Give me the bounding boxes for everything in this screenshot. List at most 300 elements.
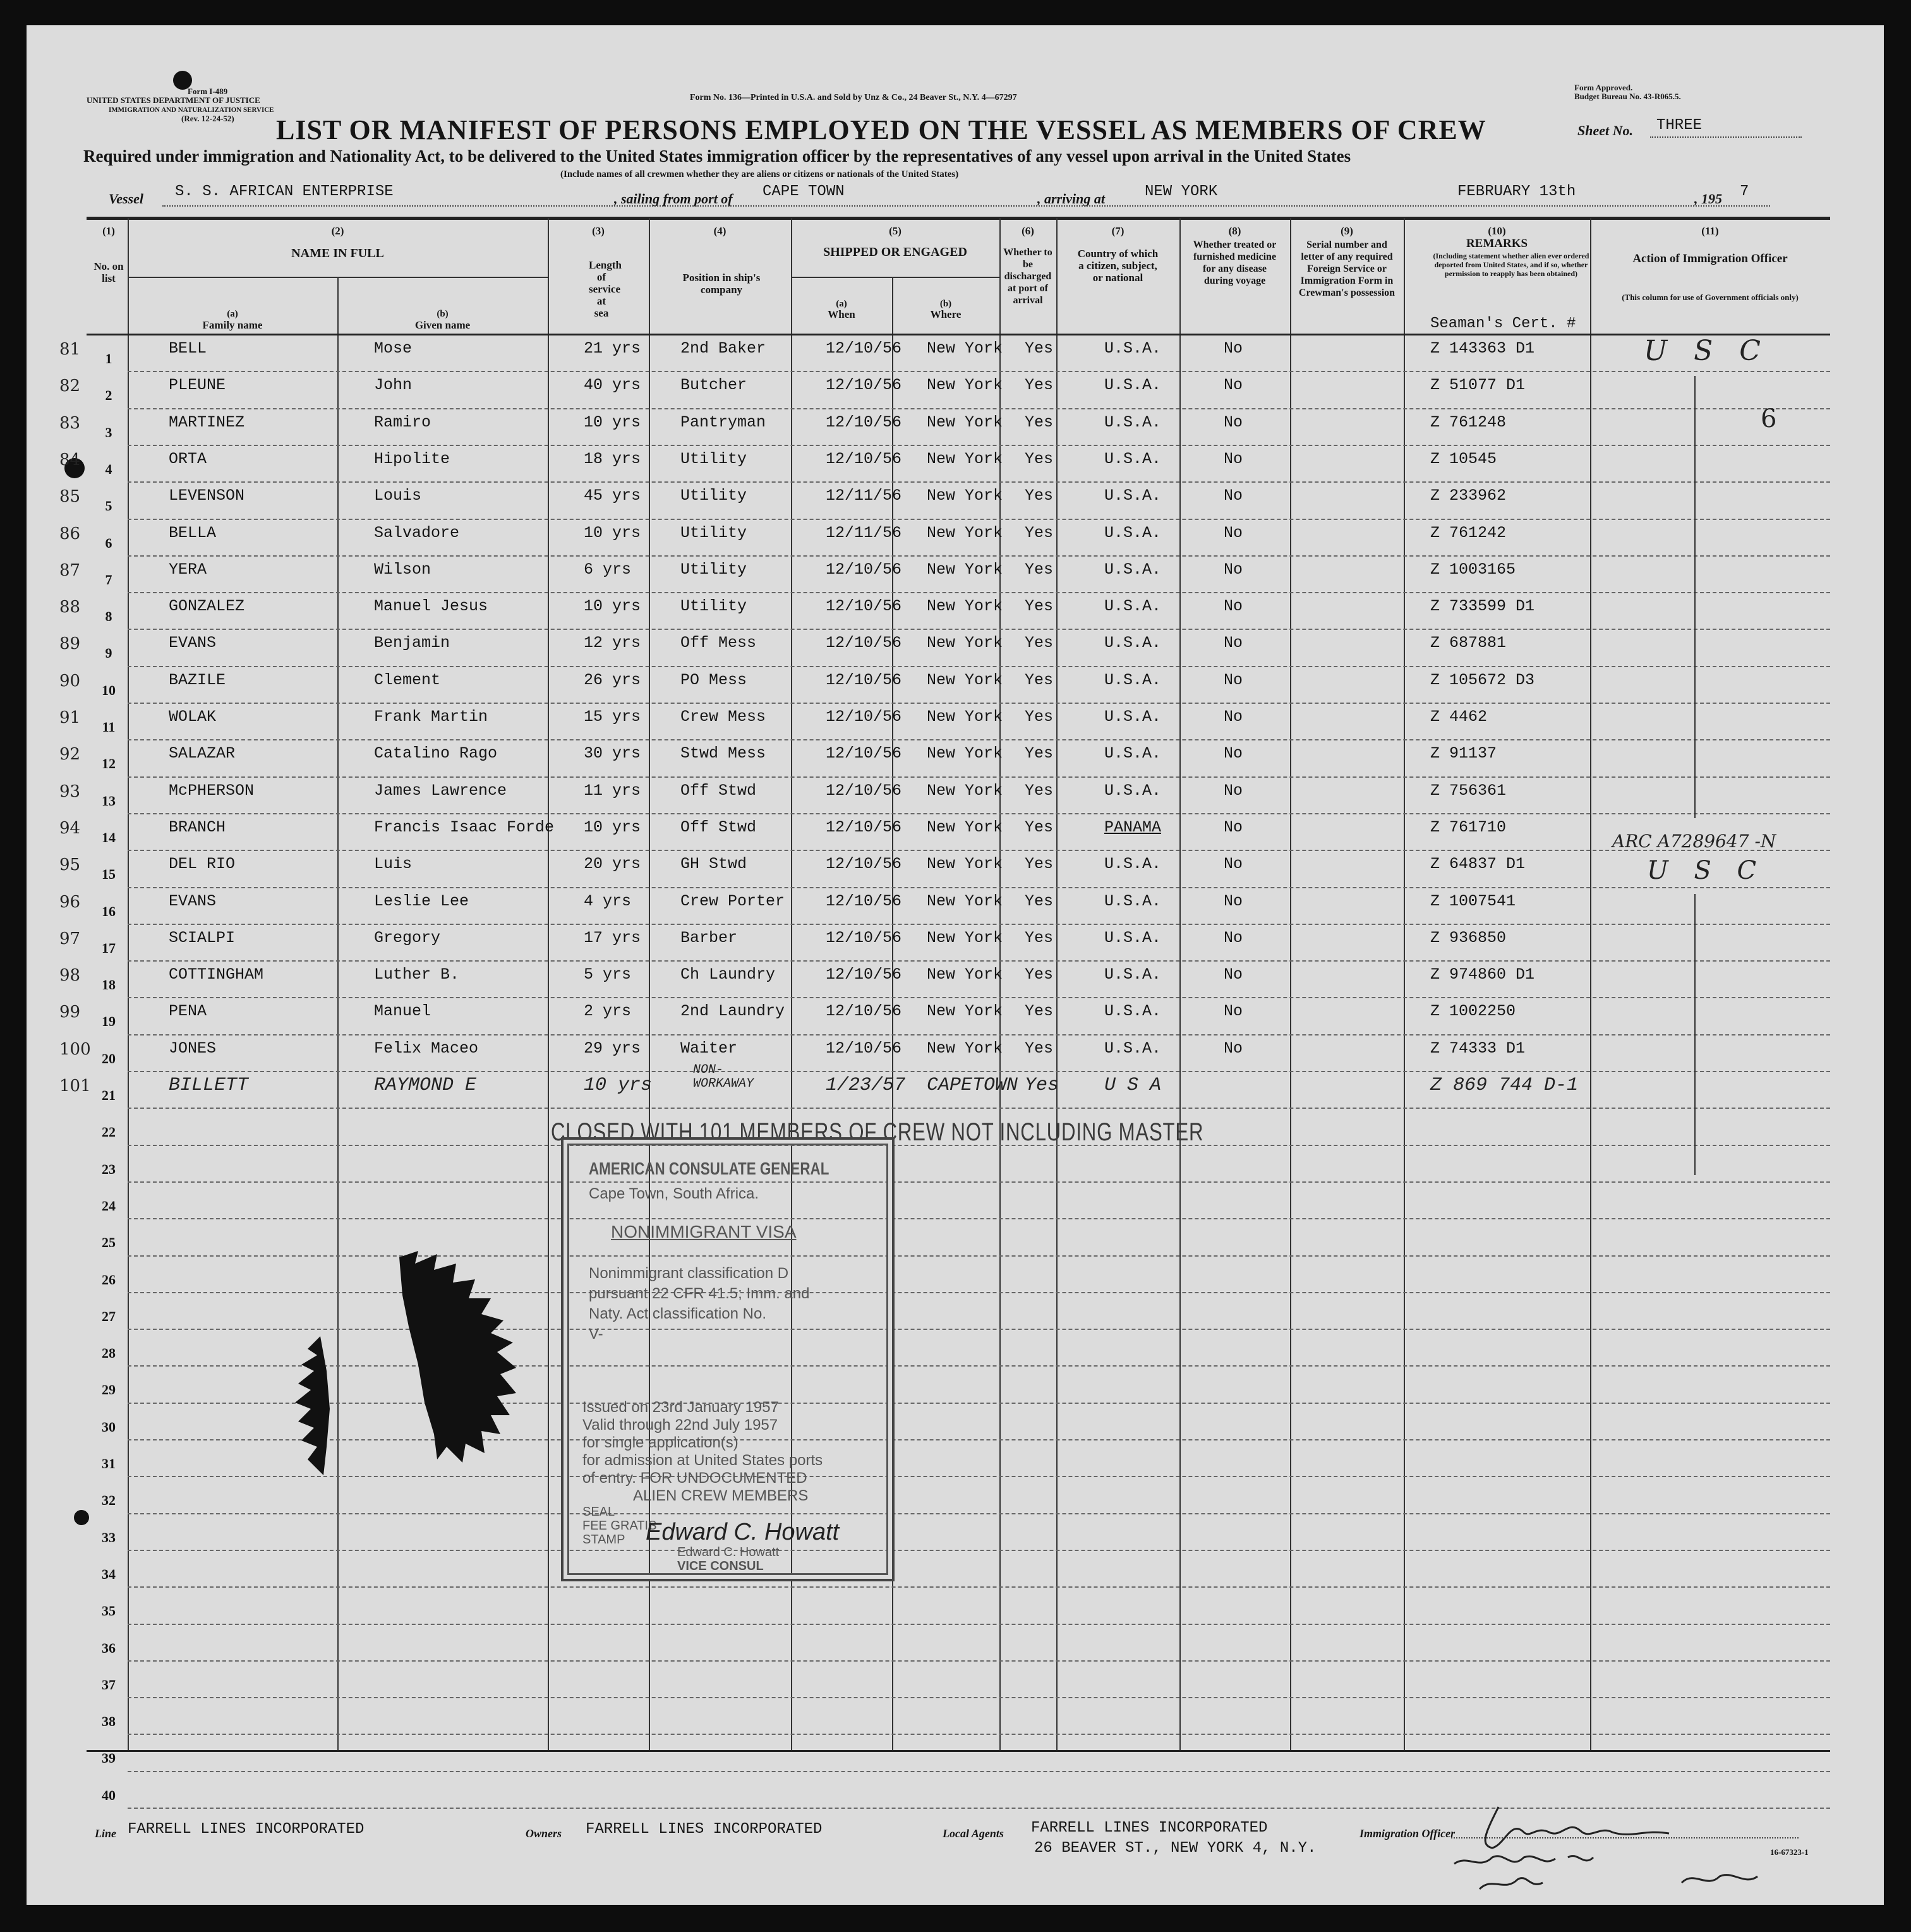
cell-when: 12/11/56	[826, 523, 902, 542]
cell-length: 2 yrs	[584, 1002, 632, 1021]
stamp-valid: Valid through 22nd July 1957	[582, 1416, 778, 1434]
cell-discharged: Yes	[1025, 670, 1054, 689]
stamp-line-naty: Naty. Act classification No.	[589, 1305, 766, 1322]
cell-given-name: Manuel	[374, 1002, 431, 1021]
row-number: 34	[102, 1566, 116, 1582]
cell-given-name: Gregory	[374, 928, 441, 947]
form-id: Form I-489	[188, 87, 228, 96]
margin-count: 91	[59, 708, 81, 727]
row-number: 26	[102, 1271, 116, 1288]
cell-given-name: Luis	[374, 855, 413, 874]
row-rule	[128, 1550, 1830, 1551]
row-rule	[128, 592, 1830, 593]
row-rule	[128, 887, 1830, 888]
row-rule	[128, 666, 1830, 667]
page-title: LIST OR MANIFEST OF PERSONS EMPLOYED ON THE VESSEL AS MEMBERS OF CREW	[276, 114, 1486, 145]
footer-agents-address: 26 BEAVER ST., NEW YORK 4, N.Y.	[1034, 1840, 1317, 1857]
stamp-line-city: Cape Town, South Africa.	[589, 1185, 759, 1202]
margin-count: 90	[59, 671, 81, 691]
cell-when: 12/10/56	[826, 449, 902, 468]
cell-length: 10 yrs	[584, 413, 641, 432]
cell-position: Crew Mess	[680, 708, 766, 726]
stamp-line-v: V-	[589, 1325, 603, 1343]
cell-country: U.S.A.	[1104, 965, 1162, 984]
hdr-country: Country of which a citizen, subject, or national	[1077, 248, 1159, 284]
row-number: 5	[105, 498, 112, 514]
cell-country: U.S.A.	[1104, 670, 1162, 689]
cell-length: 12 yrs	[584, 634, 641, 653]
cell-discharged: Yes	[1025, 818, 1054, 836]
row-number: 8	[105, 608, 112, 625]
margin-count: 88	[59, 598, 81, 617]
cell-seamans-cert: Z 1007541	[1430, 891, 1516, 910]
sheet-line	[1650, 136, 1802, 138]
cell-country: U.S.A.	[1104, 744, 1162, 763]
row-number: 20	[102, 1050, 116, 1066]
cell-seamans-cert: Z 10545	[1430, 449, 1497, 468]
row-rule	[128, 1513, 1830, 1514]
cell-family-name: BELLA	[169, 523, 217, 542]
cell-medicine: No	[1224, 413, 1243, 432]
usc-bracket-2	[1694, 894, 1696, 1175]
cell-seamans-cert: Z 64837 D1	[1430, 855, 1526, 874]
row-number: 31	[102, 1456, 116, 1471]
cell-given-name: Ramiro	[374, 413, 431, 432]
cell-position: Waiter	[680, 1039, 738, 1058]
vessel-label: Vessel	[109, 191, 143, 207]
row-rule	[128, 629, 1830, 630]
cell-discharged: Yes	[1025, 376, 1054, 395]
usc-bracket-1	[1694, 376, 1696, 818]
cell-family-name: JONES	[169, 1039, 217, 1058]
margin-count: 83	[59, 413, 81, 433]
cell-position: Butcher	[680, 376, 747, 395]
stamp-admission: for admission at United States ports	[582, 1452, 823, 1469]
cell-discharged: Yes	[1025, 855, 1054, 874]
row-number: 13	[102, 792, 116, 809]
col-num-3: (3)	[592, 225, 605, 237]
cell-given-name: Mose	[374, 339, 413, 358]
cell-country: U S A	[1104, 1075, 1162, 1096]
table-bottom-rule	[87, 1750, 1830, 1752]
cell-position: Utility	[680, 560, 747, 579]
cell-medicine: No	[1224, 928, 1243, 947]
arriving-value: NEW YORK	[1145, 183, 1218, 200]
cell-country: PANAMA	[1104, 818, 1162, 836]
row-number: 4	[105, 461, 112, 477]
cell-family-name: BAZILE	[169, 670, 226, 689]
footer-line-value: FARRELL LINES INCORPORATED	[128, 1821, 365, 1838]
cell-where: New York	[927, 891, 1003, 910]
row-number: 35	[102, 1603, 116, 1619]
cell-where: New York	[927, 339, 1003, 358]
hdr-given-sub: (b)	[437, 309, 449, 319]
cell-seamans-cert: Z 687881	[1430, 634, 1507, 653]
row-number: 7	[105, 571, 112, 588]
cell-length: 6 yrs	[584, 560, 632, 579]
cell-family-name: SCIALPI	[169, 928, 236, 947]
cell-given-name: Wilson	[374, 560, 431, 579]
stamp-for: for single application(s)	[582, 1434, 738, 1451]
cell-when: 12/10/56	[826, 339, 902, 358]
row-number: 18	[102, 977, 116, 993]
cell-seamans-cert: Z 233962	[1430, 486, 1507, 505]
cell-discharged: Yes	[1025, 449, 1054, 468]
cell-given-name: Salvadore	[374, 523, 460, 542]
cell-where: New York	[927, 670, 1003, 689]
margin-count: 84	[59, 450, 81, 469]
row-rule	[128, 1624, 1830, 1625]
row-number: 24	[102, 1197, 116, 1214]
cell-discharged: Yes	[1025, 560, 1054, 579]
closed-with-stamp: CLOSED WITH 101 MEMBERS OF CREW NOT INCLUDING MASTER	[551, 1118, 1204, 1146]
stamp-seal: SEAL	[582, 1505, 615, 1519]
cell-when: 12/10/56	[826, 560, 902, 579]
dept-name: UNITED STATES DEPARTMENT OF JUSTICE	[87, 95, 260, 105]
cell-discharged: Yes	[1025, 781, 1054, 800]
cell-given-name: Felix Maceo	[374, 1039, 479, 1058]
cell-given-name: Francis Isaac Forde	[374, 818, 555, 836]
footer-owners-value: FARRELL LINES INCORPORATED	[586, 1821, 823, 1838]
cell-length: 10 yrs	[584, 597, 641, 616]
footer-owners-label: Owners	[526, 1827, 562, 1840]
stamp-fee: FEE GRATIS	[582, 1519, 657, 1533]
cell-where: New York	[927, 965, 1003, 984]
manifest-sheet	[27, 25, 1884, 1905]
col-num-6: (6)	[1022, 225, 1034, 237]
cell-family-name: EVANS	[169, 634, 217, 653]
cell-length: 10 yrs	[584, 523, 641, 542]
cell-medicine: No	[1224, 339, 1243, 358]
row-number: 21	[102, 1087, 116, 1103]
row-number: 33	[102, 1529, 116, 1545]
row-number: 9	[105, 645, 112, 661]
cell-seamans-cert: Z 4462	[1430, 708, 1488, 726]
stamp-issued: Issued on 23rd January 1957	[582, 1399, 779, 1416]
cell-discharged: Yes	[1025, 486, 1054, 505]
cell-where: New York	[927, 634, 1003, 653]
cell-position: PO Mess	[680, 670, 747, 689]
cell-given-name: Leslie Lee	[374, 891, 469, 910]
cell-length: 5 yrs	[584, 965, 632, 984]
cell-medicine: No	[1224, 818, 1243, 836]
cell-position: Off Mess	[680, 634, 757, 653]
hdr-position: Position in ship's company	[682, 272, 761, 296]
cell-family-name: COTTINGHAM	[169, 965, 264, 984]
margin-count: 87	[59, 560, 81, 580]
stamp-line-consulate: AMERICAN CONSULATE GENERAL	[589, 1159, 829, 1178]
row-number: 29	[102, 1382, 116, 1398]
hdr-remarks: REMARKS	[1466, 237, 1528, 250]
cell-country: U.S.A.	[1104, 413, 1162, 432]
margin-count: 100	[59, 1039, 91, 1059]
row-rule	[128, 997, 1830, 998]
cell-family-name: SALAZAR	[169, 744, 236, 763]
row-rule	[128, 1218, 1830, 1219]
cell-seamans-cert: Z 756361	[1430, 781, 1507, 800]
cell-length: 4 yrs	[584, 891, 632, 910]
cell-country: U.S.A.	[1104, 891, 1162, 910]
cell-discharged: Yes	[1025, 413, 1054, 432]
row-rule	[128, 1771, 1830, 1772]
margin-count: 89	[59, 634, 81, 654]
hdr-given: Given name	[414, 319, 471, 331]
margin-count: 93	[59, 782, 81, 801]
cell-length: 30 yrs	[584, 744, 641, 763]
vessel-value: S. S. AFRICAN ENTERPRISE	[175, 183, 394, 200]
cell-medicine: No	[1224, 708, 1243, 726]
cell-country: U.S.A.	[1104, 376, 1162, 395]
footer-line-label: Line	[95, 1827, 116, 1840]
vessel-underline	[162, 205, 1770, 207]
cell-country: U.S.A.	[1104, 928, 1162, 947]
hdr-when-sub: (a)	[836, 299, 847, 309]
stamp-stamp: STAMP	[582, 1533, 625, 1547]
cell-position: Utility	[680, 486, 747, 505]
cell-when: 12/10/56	[826, 744, 902, 763]
row-rule	[128, 481, 1830, 483]
cell-family-name: McPHERSON	[169, 781, 255, 800]
cell-given-name: Clement	[374, 670, 441, 689]
row-number: 3	[105, 424, 112, 440]
cell-length: 45 yrs	[584, 486, 641, 505]
name-header-rule	[128, 277, 548, 278]
row-number: 6	[105, 534, 112, 551]
stamp-consul-name: Edward C. Howatt	[677, 1545, 780, 1559]
margin-count: 95	[59, 855, 81, 875]
margin-count: 86	[59, 524, 81, 543]
row-rule	[128, 739, 1830, 740]
cell-discharged: Yes	[1025, 1039, 1054, 1058]
cell-family-name: PENA	[169, 1002, 207, 1021]
cell-position: Ch Laundry	[680, 965, 776, 984]
row-rule	[128, 1734, 1830, 1735]
cell-where: New York	[927, 818, 1003, 836]
row-rule	[128, 776, 1830, 778]
cell-family-name: ORTA	[169, 449, 207, 468]
row-number: 11	[102, 719, 116, 735]
cell-position: Barber	[680, 928, 738, 947]
cell-when: 12/11/56	[826, 486, 902, 505]
cell-family-name: YERA	[169, 560, 207, 579]
row-rule	[128, 1660, 1830, 1662]
cell-when: 12/10/56	[826, 413, 902, 432]
cell-medicine: No	[1224, 560, 1243, 579]
cell-medicine: No	[1224, 523, 1243, 542]
cell-medicine: No	[1224, 744, 1243, 763]
cell-when: 12/10/56	[826, 965, 902, 984]
margin-count: 94	[59, 818, 81, 838]
stamp-line-visa: NONIMMIGRANT VISA	[611, 1222, 797, 1241]
cell-family-name: DEL RIO	[169, 855, 236, 874]
col-num-7: (7)	[1111, 225, 1124, 237]
sheet-value: THREE	[1656, 117, 1703, 134]
row-rule	[128, 555, 1830, 557]
row-number: 27	[102, 1308, 116, 1324]
cell-when: 12/10/56	[826, 670, 902, 689]
hdr-where: Where	[930, 308, 962, 320]
hdr-length: Length of service at sea	[589, 259, 622, 319]
row-number: 40	[102, 1787, 116, 1803]
cell-family-name: BELL	[169, 339, 207, 358]
cell-family-name: PLEUNE	[169, 376, 226, 395]
stamp-entry: of entry. FOR UNDOCUMENTED	[582, 1470, 807, 1487]
cell-when: 12/10/56	[826, 891, 902, 910]
cell-length: 18 yrs	[584, 449, 641, 468]
cell-discharged: Yes	[1025, 597, 1054, 616]
cell-position: Stwd Mess	[680, 744, 766, 763]
cell-country: U.S.A.	[1104, 708, 1162, 726]
cell-family-name: EVANS	[169, 891, 217, 910]
row-number: 15	[102, 866, 116, 883]
margin-count: 81	[59, 340, 81, 359]
col-num-4: (4)	[713, 225, 726, 237]
cell-family-name: MARTINEZ	[169, 413, 245, 432]
cell-given-name: John	[374, 376, 413, 395]
margin-count: 82	[59, 377, 81, 396]
row-number: 36	[102, 1639, 116, 1656]
cell-given-name: Catalino Rago	[374, 744, 498, 763]
form-rev: (Rev. 12-24-52)	[181, 114, 234, 123]
cell-seamans-cert: Z 143363 D1	[1430, 339, 1535, 358]
hdr-discharged: Whether to be discharged at port of arrival	[1003, 247, 1052, 306]
col-num-2: (2)	[331, 225, 344, 237]
cell-where: New York	[927, 708, 1003, 726]
cell-when: 12/10/56	[826, 708, 902, 726]
sailing-label: , sailing from port of	[614, 191, 733, 207]
row-number: 1	[105, 351, 112, 366]
cell-where: New York	[927, 560, 1003, 579]
cell-when: 12/10/56	[826, 1002, 902, 1021]
usc-annotation-2: U S C	[1647, 856, 1766, 885]
stamp-vice-consul: VICE CONSUL	[677, 1559, 764, 1573]
cell-when: 12/10/56	[826, 634, 902, 653]
cell-medicine: No	[1224, 891, 1243, 910]
row-rule	[128, 445, 1830, 446]
year-value: 7	[1740, 183, 1749, 200]
row-rule	[128, 408, 1830, 409]
cell-length: 21 yrs	[584, 339, 641, 358]
cell-seamans-cert: Z 761710	[1430, 818, 1507, 836]
cell-family-name: BRANCH	[169, 818, 226, 836]
sailing-value: CAPE TOWN	[763, 183, 845, 200]
cell-family-name: WOLAK	[169, 708, 217, 726]
cell-seamans-cert: Z 761242	[1430, 523, 1507, 542]
cell-discharged: Yes	[1025, 744, 1054, 763]
date-value: FEBRUARY 13th	[1457, 183, 1576, 200]
cell-position: Pantryman	[680, 413, 766, 432]
cell-country: U.S.A.	[1104, 449, 1162, 468]
cell-where: New York	[927, 781, 1003, 800]
year-prefix: , 195	[1694, 191, 1722, 207]
cell-given-name: Hipolite	[374, 449, 450, 468]
cell-length: 10 yrs	[584, 1075, 653, 1096]
cell-where: New York	[927, 928, 1003, 947]
cell-discharged: Yes	[1025, 1075, 1059, 1096]
cell-length: 20 yrs	[584, 855, 641, 874]
cell-position: Crew Porter	[680, 891, 785, 910]
cell-where: New York	[927, 1039, 1003, 1058]
cell-seamans-cert: Z 869 744 D-1	[1430, 1075, 1579, 1096]
cell-medicine: No	[1224, 597, 1243, 616]
hdr-when: When	[828, 308, 855, 320]
margin-count: 101	[59, 1077, 91, 1096]
col-num-11: (11)	[1701, 225, 1719, 237]
consulate-visa-stamp	[561, 1137, 895, 1581]
cell-length: 11 yrs	[584, 781, 641, 800]
cell-discharged: Yes	[1025, 523, 1054, 542]
arriving-label: , arriving at	[1037, 191, 1105, 207]
cell-seamans-cert: Z 1002250	[1430, 1002, 1516, 1021]
hdr-family-sub: (a)	[227, 309, 238, 319]
cell-country: U.S.A.	[1104, 339, 1162, 358]
stamp-line-classification: Nonimmigrant classification D	[589, 1265, 789, 1282]
hdr-where-sub: (b)	[939, 299, 952, 309]
footer-agents-label: Local Agents	[943, 1827, 1004, 1840]
cell-position: NON- WORKAWAY	[693, 1063, 754, 1091]
row-number: 25	[102, 1235, 116, 1251]
row-number: 37	[102, 1676, 116, 1693]
row-rule	[128, 1181, 1830, 1183]
hdr-family: Family name	[202, 319, 263, 331]
row-rule	[128, 1476, 1830, 1477]
cell-position: Off Stwd	[680, 818, 757, 836]
cell-when: 12/10/56	[826, 855, 902, 874]
cell-given-name: RAYMOND E	[374, 1075, 477, 1096]
row-rule	[128, 703, 1830, 704]
row-number: 22	[102, 1124, 116, 1140]
col-num-8: (8)	[1228, 225, 1241, 237]
cell-country: U.S.A.	[1104, 634, 1162, 653]
hdr-remarks-note: (Including statement whether alien ever ordered deported from United States, and if so, whether permission to reapply has been obtained)	[1433, 251, 1589, 278]
margin-count: 92	[59, 745, 81, 764]
cell-where: CAPETOWN	[927, 1075, 1018, 1096]
sheet-label: Sheet No.	[1577, 123, 1633, 138]
cell-medicine: No	[1224, 670, 1243, 689]
cell-medicine: No	[1224, 376, 1243, 395]
margin-count: 85	[59, 487, 81, 507]
cell-where: New York	[927, 523, 1003, 542]
row-number: 19	[102, 1013, 116, 1030]
row-rule	[128, 519, 1830, 520]
hdr-shipped: SHIPPED OR ENGAGED	[823, 245, 967, 259]
cell-where: New York	[927, 413, 1003, 432]
cell-country: U.S.A.	[1104, 523, 1162, 542]
hdr-seamans-cert: Seaman's Cert. #	[1430, 315, 1576, 332]
row-number: 28	[102, 1345, 116, 1361]
cell-where: New York	[927, 376, 1003, 395]
form-approved: Form Approved.	[1574, 83, 1633, 92]
row-rule	[128, 371, 1830, 372]
cell-length: 17 yrs	[584, 928, 641, 947]
row-rule	[128, 813, 1830, 814]
cell-discharged: Yes	[1025, 1002, 1054, 1021]
cell-length: 29 yrs	[584, 1039, 641, 1058]
budget-bureau: Budget Bureau No. 43-R065.5.	[1574, 92, 1681, 101]
footer-officer-label: Immigration Officer	[1359, 1827, 1456, 1840]
col-num-5: (5)	[889, 225, 901, 237]
margin-count: 99	[59, 1003, 81, 1022]
margin-count: 98	[59, 966, 81, 986]
row-rule	[128, 850, 1830, 851]
cell-medicine: No	[1224, 634, 1243, 653]
cell-family-name: LEVENSON	[169, 486, 245, 505]
cell-discharged: Yes	[1025, 891, 1054, 910]
cell-position: GH Stwd	[680, 855, 747, 874]
row-number: 16	[102, 903, 116, 919]
hdr-no-on-list: No. on list	[93, 260, 124, 284]
row-number: 17	[102, 939, 116, 956]
